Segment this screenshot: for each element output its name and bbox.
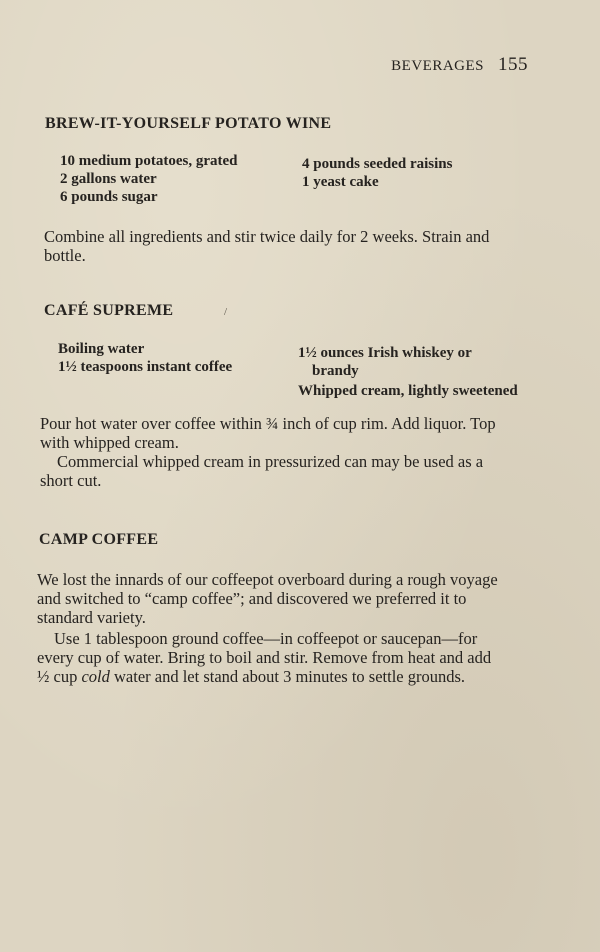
ingredients-right-cafe-supreme (298, 344, 518, 400)
direction-line: We lost the innards of our coffeepot overboard during a rough voyage (37, 570, 498, 589)
page-number: 155 (498, 54, 528, 75)
direction-line: Pour hot water over coffee within ¾ inch of cup rim. Add liquor. Top (40, 414, 496, 433)
emphasis-text: cold (81, 667, 110, 686)
direction-text: ½ cup (37, 667, 82, 686)
direction-text: water and let stand about 3 minutes to settle grounds. (109, 667, 466, 686)
direction-line-last (37, 667, 521, 686)
directions-camp-coffee-method (37, 629, 521, 686)
ingredient: 1 yeast cake (302, 174, 379, 190)
ingredients-right-potato-wine (302, 155, 452, 191)
recipe-title-camp-coffee: CAMP COFFEE (39, 531, 159, 548)
direction-line: and switched to “camp coffee”; and discovered we preferred it to (37, 589, 467, 608)
recipe-title-potato-wine: BREW-IT-YOURSELF POTATO WINE (45, 115, 332, 132)
section-title: BEVERAGES (391, 58, 484, 74)
directions-camp-coffee-story (37, 570, 521, 627)
ingredient: Whipped cream, lightly sweetened (298, 383, 518, 399)
ingredient: 1½ teaspoons instant coffee (58, 359, 233, 375)
ingredients-left-cafe-supreme (58, 340, 232, 376)
ingredients-left-potato-wine (60, 152, 237, 206)
ingredient: 2 gallons water (60, 171, 157, 187)
direction-line: Use 1 tablespoon ground coffee—in coffeepot or saucepan—for (54, 629, 478, 648)
ingredient: 6 pounds sugar (60, 189, 158, 205)
directions-cafe-supreme (40, 414, 522, 490)
running-head (391, 54, 528, 76)
ingredient: 10 medium potatoes, grated (60, 153, 238, 169)
direction-line: Combine all ingredients and stir twice daily for 2 weeks. Strain and (44, 227, 490, 246)
direction-line: Commercial whipped cream in pressurized can may be used as a (57, 452, 484, 471)
directions-potato-wine (44, 227, 526, 265)
ingredient: 1½ ounces Irish whiskey or (298, 345, 472, 361)
direction-line: short cut. (40, 471, 102, 490)
ingredient: brandy (312, 363, 359, 379)
recipe-title-cafe-supreme: CAFÉ SUPREME (44, 302, 174, 319)
direction-line: every cup of water. Bring to boil and stir. Remove from heat and add (37, 648, 492, 667)
ingredient: 4 pounds seeded raisins (302, 156, 453, 172)
direction-line: with whipped cream. (40, 433, 179, 452)
ingredient: Boiling water (58, 341, 145, 357)
stray-mark: / (224, 306, 228, 318)
direction-line: standard variety. (37, 608, 146, 627)
direction-line: bottle. (44, 246, 86, 265)
